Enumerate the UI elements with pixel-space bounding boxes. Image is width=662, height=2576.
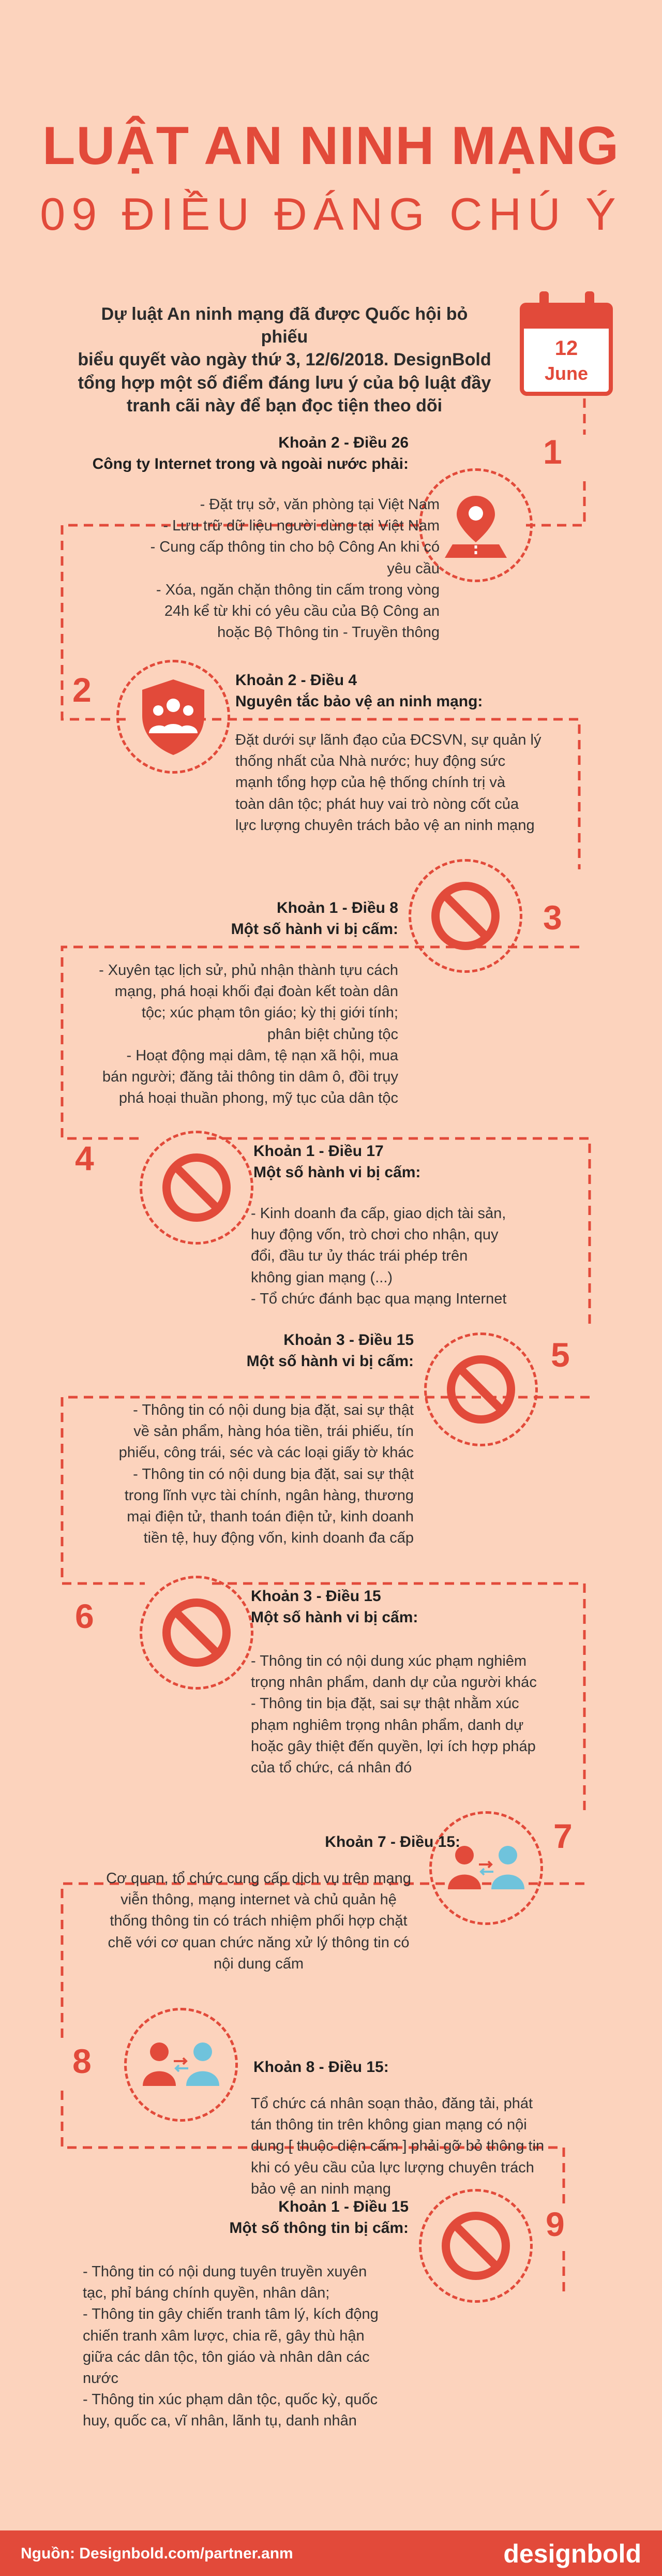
group-shield-icon (134, 675, 212, 758)
section-number-5: 5 (551, 1336, 570, 1374)
section-number-2: 2 (72, 671, 92, 709)
section-3-heading: Khoản 1 - Điều 8 Một số hành vi bị cấm: (231, 899, 398, 938)
section-8-icon-ring (124, 2008, 238, 2122)
section-4-icon-ring (140, 1131, 253, 1245)
designbold-logo: designbold (503, 2539, 641, 2568)
section-3-body: - Xuyên tạc lịch sử, phủ nhận thành tựu cách mạng, phá hoại khối đại đoàn kết toàn dân tộc; xúc phạm tôn giáo; kỳ thị giới tính; phân biệt chủng tộc - Hoạt động mại dâm, tệ nạn xã hội, mua bán người; đăng tải thông tin dâm ô, đồi trụy phá hoại thuần phong, mỹ tục của dân tộc (99, 962, 398, 1107)
calendar-month: June (544, 363, 589, 384)
footer-source: Nguồn: Designbold.com/partner.anm (21, 2545, 293, 2562)
section-1-heading: Khoản 2 - Điều 26 Công ty Internet trong và ngoài nước phải: (92, 434, 409, 472)
section-number-7: 7 (553, 1817, 573, 1855)
section-1-body: - Đặt trụ sở, văn phòng tại Việt Nam - Lưu trữ dữ liệu người dùng tại Việt Nam - Cung cấp thông tin cho bộ Công An khi có yêu cầu - Xóa, ngăn chặn thông tin cấm trong vòng 24h kể từ khi có yêu cầu của Bộ Công an hoặc Bộ Thông tin - Truyền thông (150, 496, 440, 641)
map-pin-road-icon (437, 486, 515, 564)
section-5-heading: Khoản 3 - Điều 15 Một số hành vi bị cấm: (246, 1331, 414, 1370)
section-2-icon-ring (116, 660, 230, 774)
section-6-icon-ring (140, 1576, 253, 1690)
section-5-body: - Thông tin có nội dung bịa đặt, sai sự thật về sản phẩm, hàng hóa tiền, trái phiếu, tín phiếu, công trái, séc và các loại giấy tờ khác - Thông tin có nội dung bịa đặt, sai sự thật trong lĩnh vực tài chính, ngân hàng, thương mại điện tử, thanh toán điện tử, kinh doanh tiền tệ, huy động vốn, kinh doanh đa cấp (118, 1402, 414, 1547)
calendar-day: 12 (554, 337, 578, 360)
section-7-icon-ring (429, 1811, 543, 1925)
section-4-body: - Kinh doanh đa cấp, giao dịch tài sản, huy động vốn, trò chơi cho nhận, quy đổi, đầu tư ủy thác trái phép trên không gian mạng (...) - Tổ chức đánh bạc qua mạng Internet (251, 1205, 507, 1307)
section-9-icon-ring (419, 2189, 533, 2303)
section-5-icon-ring (424, 1333, 538, 1446)
section-number-9: 9 (546, 2205, 565, 2243)
section-2-heading: Khoản 2 - Điều 4 Nguyên tắc bảo vệ an ninh mạng: (235, 672, 483, 710)
section-8-body: Tổ chức cá nhân soạn thảo, đăng tải, phát tán thông tin trên không gian mạng có nội dung [ thuộc diện cấm ] phải gỡ bỏ thông tin khi có yêu cầu của lực lượng chuyên trách bảo vệ an ninh mạng (251, 2095, 545, 2197)
section-7-heading: Khoản 7 - Điều 15: (325, 1833, 460, 1850)
section-number-8: 8 (72, 2042, 92, 2080)
section-7-body: Cơ quan, tổ chức cung cấp dịch vụ trên mạng viễn thông, mạng internet và chủ quản hệ thống thông tin có trách nhiệm phối hợp chặt chẽ với cơ quan chức năng xử lý thông tin có nội dung cấm (106, 1870, 411, 1972)
section-number-6: 6 (75, 1597, 94, 1635)
prohibited-icon (442, 1351, 520, 1428)
section-2-body: Đặt dưới sự lãnh đạo của ĐCSVN, sự quản lý thống nhất của Nhà nước; huy động sức mạnh tổng hợp của hệ thống chính trị và toàn dân tộc; phát huy vai trò nòng cốt của lực lượng chuyên trách bảo vệ an ninh mạng (235, 732, 541, 834)
section-6-heading: Khoản 3 - Điều 15 Một số hành vi bị cấm: (251, 1588, 418, 1626)
page-title: LUẬT AN NINH MẠNG (42, 116, 620, 176)
section-6-body: - Thông tin có nội dung xúc phạm nghiêm trọng nhân phẩm, danh dự của người khác - Thông tin bịa đặt, sai sự thật nhằm xúc phạm nghiêm trọng nhân phẩm, danh dự hoặc gây thiệt đến quyền, lợi ích hợp pháp của tổ chức, cá nhân đó (251, 1653, 537, 1776)
footer-bar (0, 2530, 662, 2576)
section-number-1: 1 (543, 433, 562, 471)
section-8-heading: Khoản 8 - Điều 15: (253, 2059, 389, 2076)
section-9-heading: Khoản 1 - Điều 15 Một số thông tin bị cấm: (229, 2198, 409, 2237)
prohibited-icon (427, 877, 504, 955)
section-3-icon-ring (409, 859, 522, 973)
section-number-4: 4 (75, 1139, 94, 1177)
prohibited-icon (437, 2207, 515, 2285)
intro-text: Dự luật An ninh mạng đã được Quốc hội bỏ phiếu biểu quyết vào ngày thứ 3, 12/6/2018. DesignBold tổng hợp một số điểm đáng lưu ý của bộ luật đầy tranh cãi này để bạn đọc tiện theo dõi (78, 304, 491, 416)
prohibited-icon (158, 1594, 235, 1671)
section-9-body: - Thông tin có nội dung tuyên truyền xuyên tạc, phỉ báng chính quyền, nhân dân; - Thông tin gây chiến tranh tâm lý, kích động chiến tranh xâm lược, chia rẽ, gây thù hận giữa các dân tộc, tôn giáo và nhân dân các nước - Thông tin xúc phạm dân tộc, quốc kỳ, quốc huy, quốc ca, vĩ nhân, lãnh tụ, danh nhân (83, 2263, 379, 2430)
people-exchange-icon (140, 2036, 222, 2093)
section-4-heading: Khoản 1 - Điều 17 Một số hành vi bị cấm: (253, 1143, 421, 1181)
prohibited-icon (158, 1149, 235, 1226)
page-subtitle: 09 ĐIỀU ĐÁNG CHÚ Ý (40, 188, 622, 240)
section-number-3: 3 (543, 898, 562, 937)
